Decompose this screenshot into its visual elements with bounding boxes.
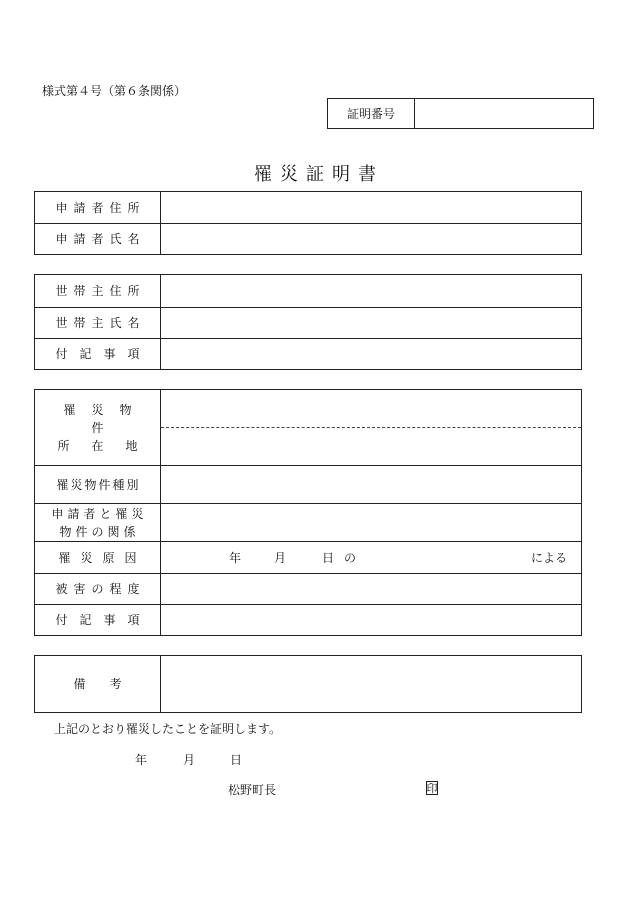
property-table — [34, 389, 582, 636]
property-type-field[interactable] — [161, 466, 581, 503]
footer-month: 月 — [183, 753, 196, 767]
cause-label: 罹災原因 — [35, 542, 161, 573]
cert-number-label: 証明番号 — [328, 99, 415, 128]
household-notes-label: 付記事項 — [35, 339, 161, 369]
applicant-name-field[interactable] — [161, 224, 581, 254]
property-location-label-line2: 所在地 — [57, 438, 160, 453]
seal-mark: 印 — [426, 781, 438, 795]
applicant-address-field[interactable] — [161, 192, 581, 223]
form-number: 様式第４号（第６条関係） — [42, 84, 187, 98]
property-relation-row — [35, 503, 581, 541]
dashed-divider — [161, 427, 581, 428]
footer-day: 日 — [230, 753, 243, 767]
property-location-field[interactable] — [161, 390, 581, 465]
cert-number-field[interactable] — [415, 99, 593, 128]
head-name-field[interactable] — [161, 308, 581, 338]
cert-number-box — [327, 98, 594, 129]
remarks-field[interactable] — [161, 656, 581, 712]
cause-suffix: による — [531, 551, 568, 565]
property-notes-row — [35, 604, 581, 635]
damage-field[interactable] — [161, 574, 581, 604]
certify-text: 上記のとおり罹災したことを証明します。 — [54, 722, 282, 736]
property-notes-label: 付記事項 — [35, 605, 161, 635]
remarks-label: 備考 — [35, 656, 161, 712]
head-name-label: 世帯主氏名 — [35, 308, 161, 338]
remarks-table — [34, 655, 582, 713]
property-location-label-line1: 罹災物件 — [63, 402, 148, 435]
applicant-name-label: 申請者氏名 — [35, 224, 161, 254]
property-location-label — [35, 390, 161, 465]
household-notes-field[interactable] — [161, 339, 581, 369]
cause-field[interactable] — [161, 542, 581, 573]
mayor-label: 松野町長 — [228, 783, 277, 797]
applicant-name-row — [35, 223, 581, 254]
damage-row — [35, 573, 581, 604]
cause-month: 月 — [274, 551, 287, 565]
applicant-address-row — [35, 192, 581, 223]
cause-row — [35, 541, 581, 573]
property-relation-label-line2: 物件の関係 — [59, 524, 140, 539]
property-relation-field[interactable] — [161, 504, 581, 541]
remarks-row — [35, 656, 581, 712]
property-type-row — [35, 465, 581, 503]
applicant-table — [34, 191, 582, 255]
head-address-row — [35, 275, 581, 307]
property-relation-label — [35, 504, 161, 541]
head-address-field[interactable] — [161, 275, 581, 307]
household-table — [34, 274, 582, 370]
applicant-address-label: 申請者住所 — [35, 192, 161, 223]
head-name-row — [35, 307, 581, 338]
property-location-row — [35, 390, 581, 465]
cause-year: 年 — [229, 551, 242, 565]
property-type-label: 罹災物件種別 — [35, 466, 161, 503]
page-title: 罹災証明書 — [254, 164, 384, 185]
head-address-label: 世帯主住所 — [35, 275, 161, 307]
household-notes-row — [35, 338, 581, 369]
property-relation-label-line1: 申請者と罹災 — [51, 506, 148, 521]
property-notes-field[interactable] — [161, 605, 581, 635]
cause-day: 日の — [322, 551, 367, 565]
damage-label: 被害の程度 — [35, 574, 161, 604]
footer-year: 年 — [135, 753, 148, 767]
